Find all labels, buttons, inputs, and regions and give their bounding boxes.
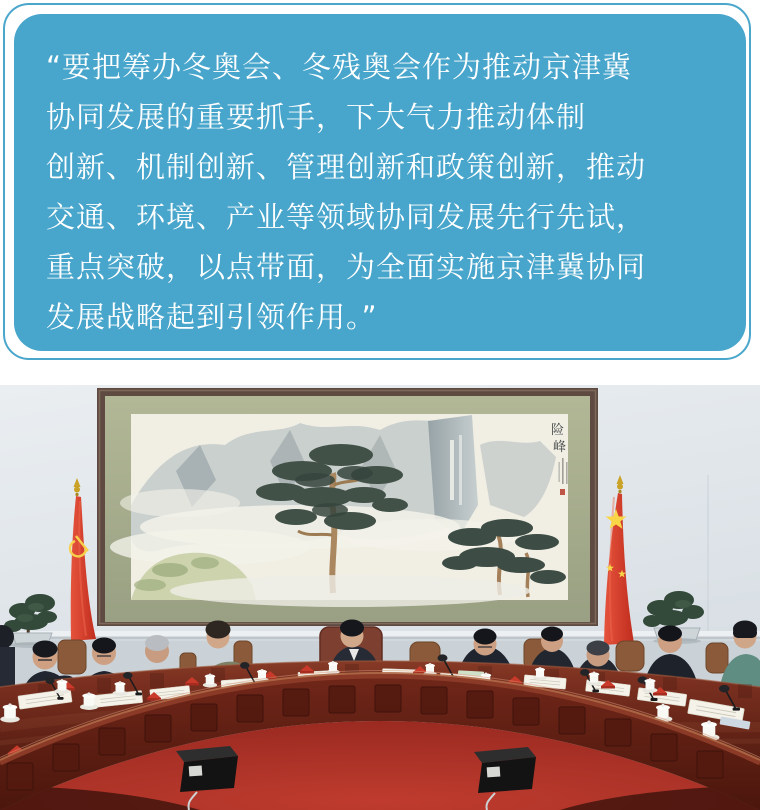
svg-text:险: 险 <box>551 423 565 438</box>
seal-stamp <box>560 489 565 495</box>
landscape-painting <box>97 388 598 626</box>
speaker-label <box>487 767 501 778</box>
meeting-photo <box>0 385 760 810</box>
quote-card <box>14 14 746 351</box>
quote-line: 协同发展的重要抓手，下大气力推动体制 <box>46 100 587 134</box>
quote-line: 交通、环境、产业等领域协同发展先行先试， <box>46 200 647 234</box>
quote-line: 发展战略起到引领作用。” <box>46 300 378 334</box>
quote-line: 创新、机制创新、管理创新和政策创新，推动 <box>46 150 647 184</box>
svg-text:峰: 峰 <box>553 440 567 455</box>
speaker-label <box>189 766 203 777</box>
quote-line: 重点突破，以点带面，为全面实施京津冀协同 <box>46 250 647 284</box>
quote-line: “要把筹办冬奥会、冬残奥会作为推动京津冀 <box>46 50 633 84</box>
